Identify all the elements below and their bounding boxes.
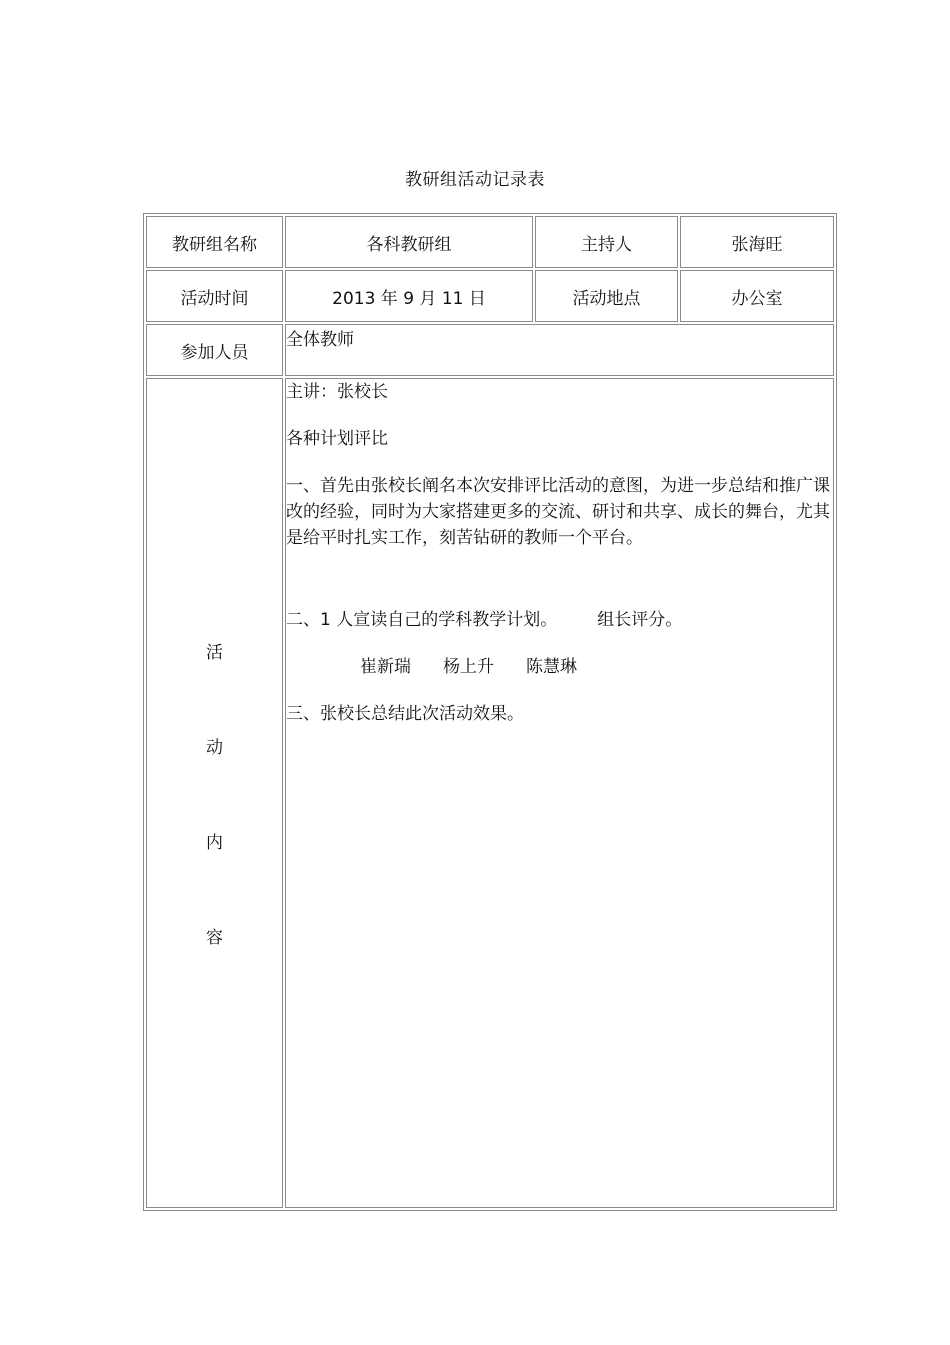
- presenter-name: 陈慧琳: [526, 657, 577, 677]
- speaker-line: 主讲：张校长: [286, 382, 388, 402]
- activity-content: [285, 378, 834, 1208]
- item-one: 一、首先由张校长阐名本次安排评比活动的意图，为进一步总结和推广课改的经验，同时为大家搭建更多的交流、研讨和共享、成长的舞台，尤其是给平时扎实工作，刻苦钻研的教师一个平台。: [286, 476, 830, 548]
- document-title: 教研组活动记录表: [405, 170, 545, 190]
- activity-record-table: [143, 213, 837, 1211]
- presenter-name: 杨上升: [443, 657, 494, 677]
- activity-time-value: 2013 年 9 月 11 日: [285, 270, 533, 322]
- host-value: 张海旺: [680, 216, 834, 268]
- item-two-scoring: 组长评分。: [597, 610, 683, 630]
- participants-label: 参加人员: [146, 324, 283, 376]
- activity-place-label: 活动地点: [535, 270, 678, 322]
- item-three: 三、张校长总结此次活动效果。: [286, 704, 524, 724]
- content-label-char: 活: [206, 643, 223, 663]
- participants-value: 全体教师: [285, 324, 834, 376]
- item-two-text: 二、1 人宣读自己的学科教学计划。: [286, 610, 558, 630]
- activity-content-label: [146, 378, 283, 1208]
- group-name-label: 教研组名称: [146, 216, 283, 268]
- host-label: 主持人: [535, 216, 678, 268]
- group-name-value: 各科教研组: [285, 216, 533, 268]
- content-label-char: 内: [206, 833, 223, 853]
- content-label-char: 容: [206, 928, 223, 948]
- content-label-char: 动: [206, 738, 223, 758]
- topic-line: 各种计划评比: [286, 429, 388, 449]
- item-two: [286, 607, 833, 633]
- presenter-name: 崔新瑞: [360, 657, 411, 677]
- activity-place-value: 办公室: [680, 270, 834, 322]
- presenter-names: [286, 654, 833, 680]
- activity-time-label: 活动时间: [146, 270, 283, 322]
